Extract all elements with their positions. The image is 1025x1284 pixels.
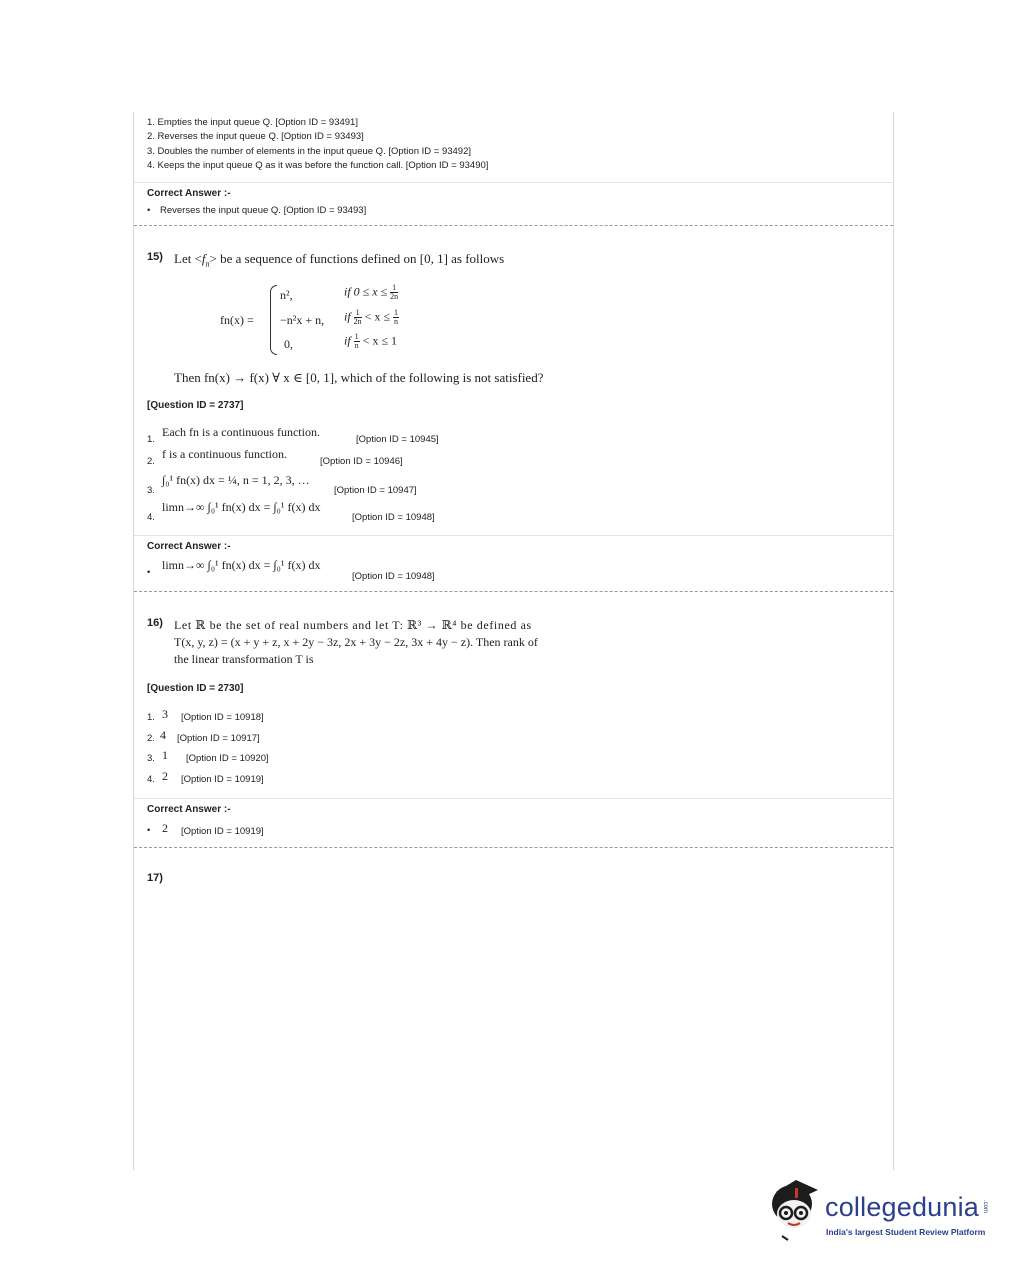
question-then-text: Then fn(x) → f(x) ∀ x ∈ [0, 1], which of the following is not satisfied? [174,370,544,385]
option-number: 2. [147,733,155,744]
option-value: 2 [162,769,168,783]
case-2-expr: −n²x + n, [280,313,325,327]
option-id: [Option ID = 10947] [334,485,417,496]
mascot-icon [766,1176,826,1246]
prev-option-3: 3. Doubles the number of elements in the input queue Q. [Option ID = 93492] [147,146,471,157]
question-separator [134,847,893,848]
correct-answer-text: Reverses the input queue Q. [Option ID = 93493] [160,205,367,216]
divider [134,798,893,799]
option-text: Each fn is a continuous function. [162,425,320,439]
option-id: [Option ID = 10919] [181,774,264,785]
option-text: f is a continuous function. [162,447,287,461]
question-number: 16) [147,617,163,629]
brand-tagline: India's largest Student Review Platform [826,1227,986,1237]
option-number: 2. [147,456,155,467]
correct-answer-text: limn→∞ ∫₀¹ fn(x) dx = ∫₀¹ f(x) dx [162,558,321,572]
option-value: 3 [162,707,168,721]
prev-option-2: 2. Reverses the input queue Q. [Option ID = 93493] [147,131,364,142]
case-3-cond: if $\frac{1}{n}$ < x ≤ 1 [344,332,398,350]
option-number: 3. [147,753,155,764]
option-id: [Option ID = 10945] [356,434,439,445]
correct-answer-id: [Option ID = 10948] [352,571,435,582]
brand-name: collegedunia [825,1192,980,1222]
case-1-expr: n², [280,288,293,302]
case-3-expr: 0, [284,337,293,351]
brand-suffix: .com [982,1200,988,1214]
divider [134,182,893,183]
case-1-cond: if 0 ≤ x ≤ $\frac{1}{2n}$ [344,283,399,301]
option-id: [Option ID = 10920] [186,753,269,764]
piecewise-lhs: fn(x) = [220,313,254,327]
question-separator [134,225,893,226]
correct-answer-label: Correct Answer :- [147,541,231,552]
option-number: 1. [147,712,155,723]
option-value: 1 [162,748,168,762]
prev-option-4: 4. Keeps the input queue Q as it was before the function call. [Option ID = 93490] [147,160,489,171]
question-stem: Let $<f_n>$ be a sequence of functions defined on [0, 1] as follows [174,251,505,269]
option-value: 4 [160,728,166,742]
brace [270,285,277,355]
question-number: 17) [147,872,163,884]
correct-answer-label: Correct Answer :- [147,804,231,815]
option-number: 3. [147,485,155,496]
option-id: [Option ID = 10918] [181,712,264,723]
divider [134,535,893,536]
correct-answer-label: Correct Answer :- [147,188,231,199]
correct-answer-bullet: • [147,825,151,836]
prev-option-1: 1. Empties the input queue Q. [Option ID = 93491] [147,117,358,128]
option-text: ∫₀¹ fn(x) dx = ¼, n = 1, 2, 3, … [162,473,310,487]
question-id: [Question ID = 2737] [147,400,244,411]
option-id: [Option ID = 10948] [352,512,435,523]
question-separator [134,591,893,592]
correct-answer-bullet: • [147,567,151,578]
question-paper-page [133,112,894,1170]
question-number: 15) [147,251,163,263]
correct-answer-id: [Option ID = 10919] [181,826,264,837]
correct-answer-bullet: • [147,205,151,216]
question-id: [Question ID = 2730] [147,683,244,694]
option-id: [Option ID = 10917] [177,733,260,744]
case-2-cond: if $\frac{1}{2n}$ < x ≤ $\frac{1}{n}$ [344,308,399,326]
correct-answer-value: 2 [162,821,168,835]
option-number: 1. [147,434,155,445]
option-number: 4. [147,774,155,785]
question-stem-line-1: Let ℝ be the set of real numbers and let T: ℝ³ → ℝ⁴ be defined as [174,618,532,632]
question-stem-line-3: the linear transformation T is [174,652,314,666]
option-number: 4. [147,512,155,523]
option-id: [Option ID = 10946] [320,456,403,467]
option-text: limn→∞ ∫₀¹ fn(x) dx = ∫₀¹ f(x) dx [162,500,321,514]
question-stem-line-2: T(x, y, z) = (x + y + z, x + 2y − 3z, 2x + 3y − 2z, 3x + 4y − z). Then rank of [174,635,538,649]
